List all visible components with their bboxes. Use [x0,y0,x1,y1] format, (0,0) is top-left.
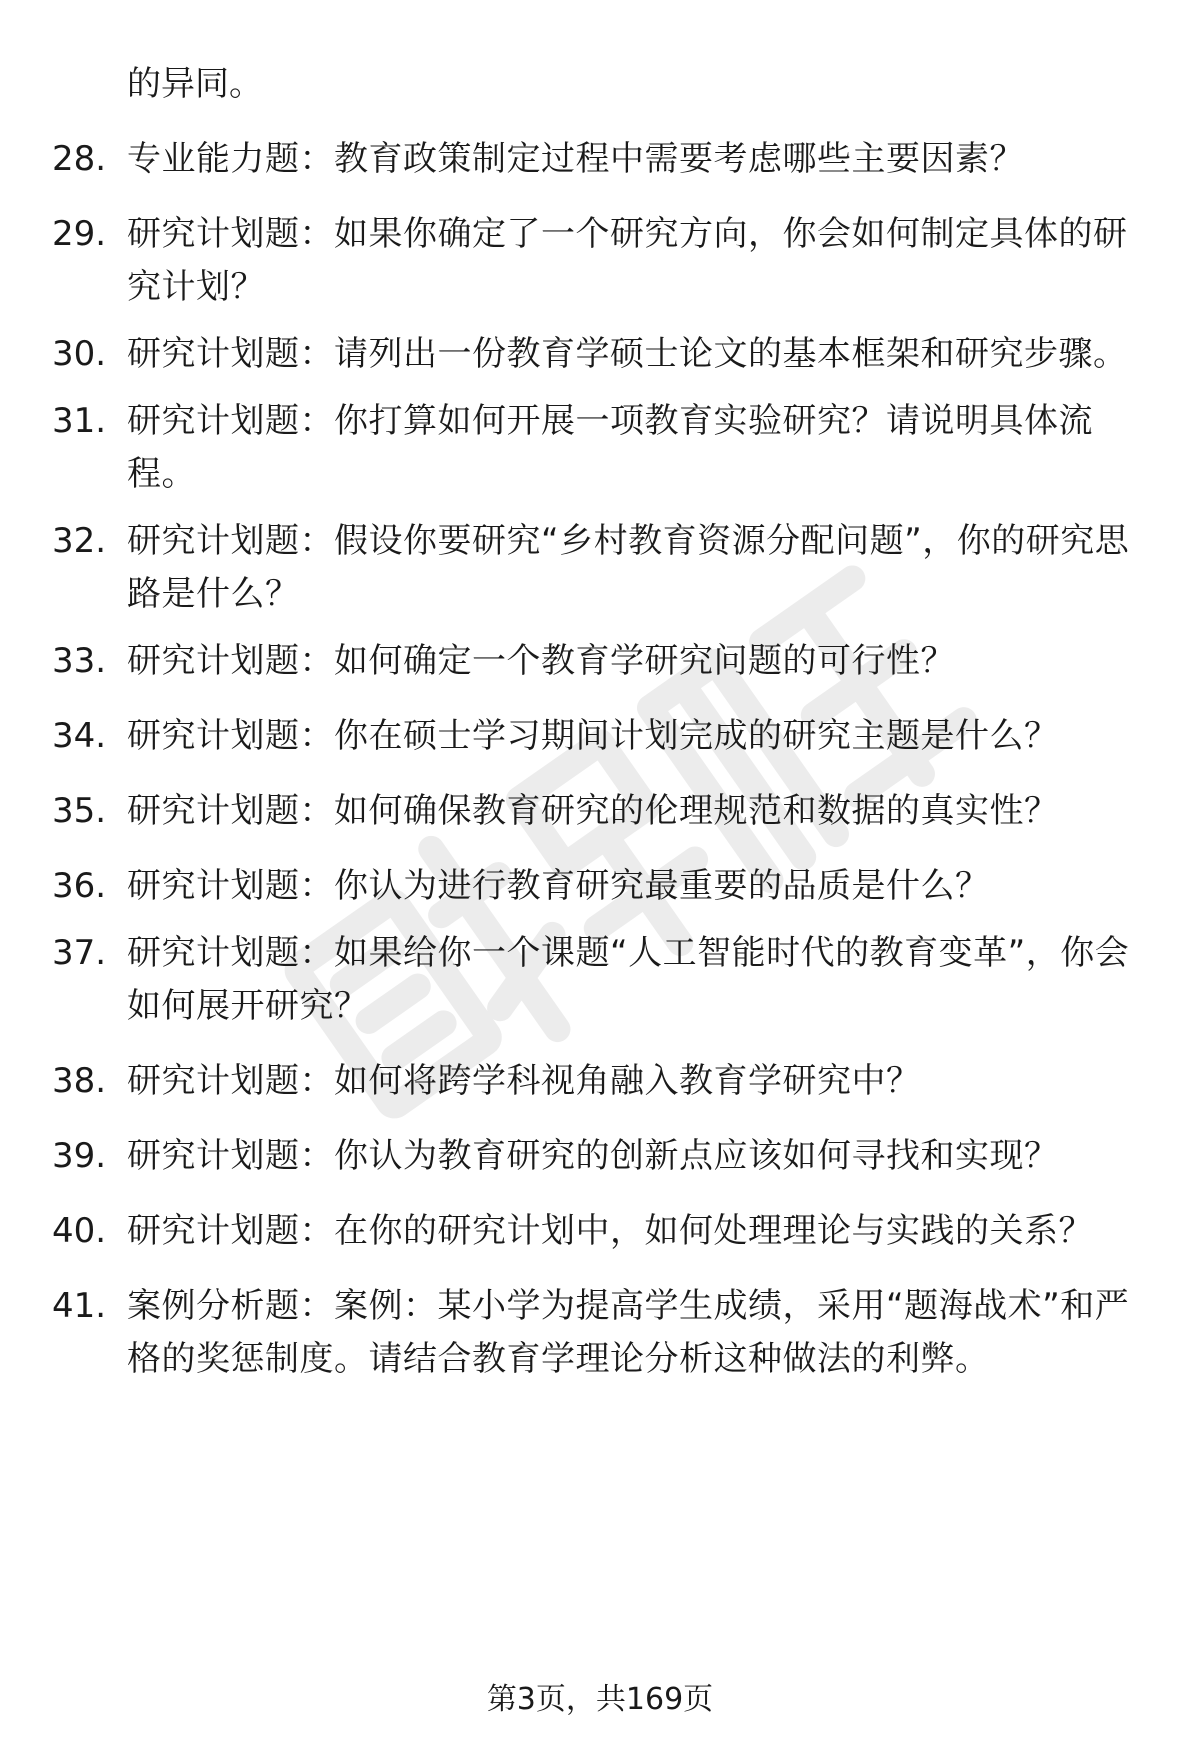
question-number: 35. [52,791,107,831]
question-number: 31. [52,401,107,441]
question-number: 37. [52,933,107,973]
question-text: 研究计划题：你认为进行教育研究最重要的品质是什么？ [127,866,990,906]
question-number: 39. [52,1136,107,1176]
question-list [52,133,1152,1386]
question-text: 研究计划题：如何将跨学科视角融入教育学研究中？ [127,1061,921,1101]
question-item [52,515,1152,621]
page-footer: 第3页，共169页 [486,1682,714,1717]
question-number: 34. [52,716,107,756]
question-number: 33. [52,641,107,681]
question-item [52,635,1152,688]
question-item [52,1130,1152,1183]
question-item [52,927,1152,1033]
continuation-text: 的异同。 [127,64,263,104]
question-number: 30. [52,334,107,374]
question-number: 40. [52,1211,107,1251]
question-number: 32. [52,521,107,561]
question-item [52,208,1152,314]
document-body [52,58,1152,1386]
question-text: 研究计划题：如何确保教育研究的伦理规范和数据的真实性？ [127,791,1059,831]
question-text: 研究计划题：请列出一份教育学硕士论文的基本框架和研究步骤。 [127,334,1128,374]
question-text: 研究计划题：如何确定一个教育学研究问题的可行性？ [127,641,955,681]
question-text: 专业能力题：教育政策制定过程中需要考虑哪些主要因素？ [127,139,1024,179]
question-text: 研究计划题：如果你确定了一个研究方向，你会如何制定具体的研究计划？ [127,214,1128,307]
question-item [52,785,1152,838]
question-item [52,710,1152,763]
question-text: 案例分析题：案例：某小学为提高学生成绩，采用“题海战术”和严格的奖惩制度。请结合教育学理论分析这种做法的利弊。 [127,1286,1130,1379]
question-item [52,1055,1152,1108]
question-number: 38. [52,1061,107,1101]
question-item [52,133,1152,186]
question-number: 28. [52,139,107,179]
question-text: 研究计划题：如果给你一个课题“人工智能时代的教育变革”，你会如何展开研究？ [127,933,1130,1026]
question-item [52,1280,1152,1386]
question-text: 研究计划题：在你的研究计划中，如何处理理论与实践的关系？ [127,1211,1093,1251]
question-text: 研究计划题：你认为教育研究的创新点应该如何寻找和实现？ [127,1136,1059,1176]
question-number: 36. [52,866,107,906]
question-text: 研究计划题：你在硕士学习期间计划完成的研究主题是什么？ [127,716,1059,756]
question-text: 研究计划题：假设你要研究“乡村教育资源分配问题”，你的研究思路是什么？ [127,521,1130,614]
question-number: 29. [52,214,107,254]
question-number: 41. [52,1286,107,1326]
question-item [52,328,1152,381]
question-item [52,860,1152,913]
question-item [52,1205,1152,1258]
question-text: 研究计划题：你打算如何开展一项教育实验研究？请说明具体流程。 [127,401,1093,494]
question-item [52,395,1152,501]
